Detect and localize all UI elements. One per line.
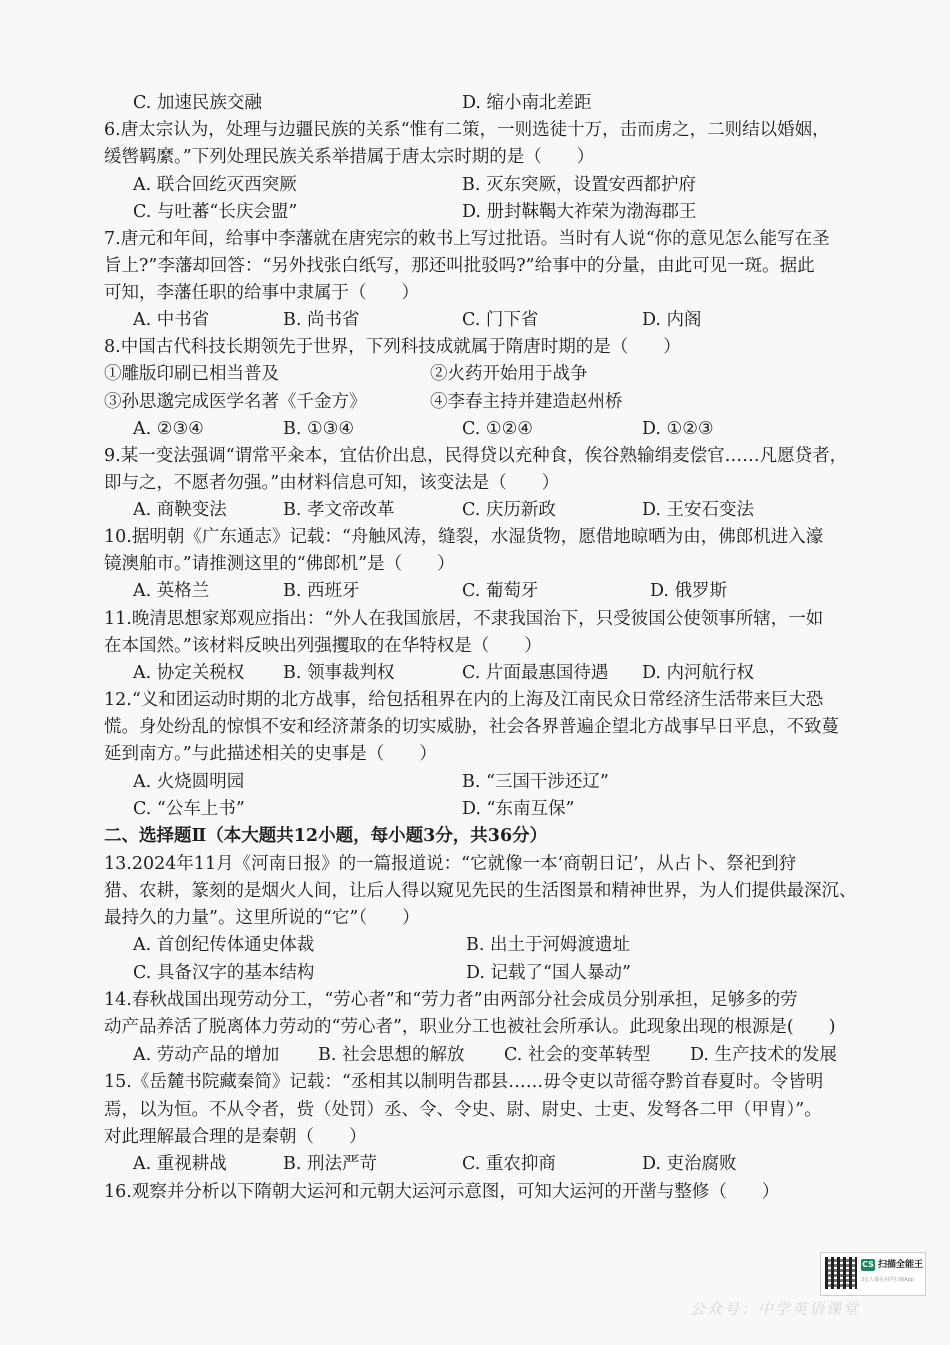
q13-option-d: D. 记载了“国人暴动” (466, 963, 631, 983)
q6-stem-line1: 6.唐太宗认为，处理与边疆民族的关系“惟有二策，一则选徒十万，击而虏之，二则结以婚姻， (104, 120, 830, 140)
q10-stem-line1: 10.据明朝《广东通志》记载：“舟触风涛，缝裂，水湿货物，愿借地晾晒为由，佛郎机进入濠 (104, 527, 824, 547)
q12-stem-line2: 慌。身处纷乱的惊惧不安和经济萧条的切实威胁，社会各界普遍企望北方战事早日平息，不致蔓 (104, 717, 839, 737)
scanner-badge (820, 1252, 926, 1296)
q12-stem-line1: 12.“义和团运动时期的北方战事，给包括租界在内的上海及江南民众日常经济生活带来巨大恐 (104, 690, 824, 710)
q14-option-c: C. 社会的变革转型 (504, 1045, 651, 1065)
q9-option-a: A. 商鞅变法 (133, 500, 227, 520)
q9-option-b: B. 孝文帝改革 (283, 500, 395, 520)
qr-code-icon (825, 1257, 857, 1289)
q12-option-c: C. “公车上书” (133, 799, 245, 819)
q15-option-b: B. 刑法严苛 (283, 1154, 377, 1174)
q7-stem-line1: 7.唐元和年间，给事中李藩就在唐宪宗的敕书上写过批语。当时有人说“你的意见怎么能写在圣 (104, 229, 830, 249)
q12-option-a: A. 火烧圆明园 (133, 772, 245, 792)
q11-option-b: B. 领事裁判权 (283, 663, 395, 683)
section-2-heading: 二、选择题Ⅱ（本大题共12小题，每小题3分，共36分） (104, 826, 548, 846)
q13-option-a: A. 首创纪传体通史体裁 (133, 935, 315, 955)
q13-stem-line3: 最持久的力量”。这里所说的“它”（ ） (104, 908, 420, 928)
q15-option-a: A. 重视耕战 (133, 1154, 227, 1174)
camscanner-logo-icon: CS (862, 1260, 874, 1269)
q12-option-d: D. “东南互保” (462, 799, 575, 819)
q13-stem-line2: 猎、农耕，篆刻的是烟火人间，让后人得以窥见先民的生活图景和精神世界，为人们提供最深沉、 (104, 881, 857, 901)
q11-stem-line1: 11.晚清思想家郑观应指出：“外人在我国旅居，不隶我国治下，只受彼国公使领事所辖，一如 (104, 609, 824, 629)
q8-item-1: ①雕版印刷已相当普及 (104, 364, 279, 384)
q10-option-b: B. 西班牙 (283, 581, 360, 601)
q5-option-c: C. 加速民族交融 (133, 93, 262, 113)
q15-stem-line2: 焉，以为恒。不从令者，赀（处罚）丞、令、令史、尉、尉史、士吏、发弩各二甲（甲胄）”。 (104, 1100, 822, 1120)
q10-option-d: D. 俄罗斯 (650, 581, 728, 601)
q8-stem-line1: 8.中国古代科技长期领先于世界，下列科技成就属于隋唐时期的是（ ） (104, 337, 681, 357)
watermark: 公众号：中学英语课堂 (690, 1300, 861, 1318)
q14-stem-line1: 14.春秋战国出现劳动分工，“劳心者”和“劳力者”由两部分社会成员分别承担，足够多的劳 (104, 990, 798, 1010)
q6-option-c: C. 与吐蕃“长庆会盟” (133, 202, 298, 222)
q15-option-d: D. 吏治腐败 (642, 1154, 737, 1174)
q8-item-4: ④李春主持并建造赵州桥 (430, 392, 623, 412)
q11-stem-line2: 在本国然。”该材料反映出列强攫取的在华特权是（ ） (104, 636, 542, 656)
q12-option-b: B. “三国干涉还辽” (462, 772, 609, 792)
q9-stem-line2: 即与之，不愿者勿强。”由材料信息可知，该变法是（ ） (104, 473, 560, 493)
q8-option-b: B. ①③④ (283, 419, 355, 439)
q10-option-c: C. 葡萄牙 (462, 581, 539, 601)
q13-option-c: C. 具备汉字的基本结构 (133, 963, 315, 983)
q6-option-b: B. 灭东突厥，设置安西都护府 (462, 175, 696, 195)
q5-option-d: D. 缩小南北差距 (462, 93, 592, 113)
q13-stem-line1: 13.2024年11月《河南日报》的一篇报道说：“它就像一本‘商朝日记’，从占卜、祭祀到狩 (104, 854, 797, 874)
q11-option-c: C. 片面最惠国待遇 (462, 663, 609, 683)
q8-option-c: C. ①②④ (462, 419, 533, 439)
q8-item-2: ②火药开始用于战争 (430, 364, 588, 384)
q8-item-3: ③孙思邈完成医学名著《千金方》 (104, 392, 367, 412)
q7-option-c: C. 门下省 (462, 310, 539, 330)
q9-stem-line1: 9.某一变法强调“谓常平籴本，宜估价出息，民得贷以充种食，俟谷熟输绢麦偿官……凡愿贷者， (104, 446, 848, 466)
q6-stem-line2: 缓辔羁縻。”下列处理民族关系举措属于唐太宗时期的是（ ） (104, 147, 595, 167)
q6-option-d: D. 册封靺鞨大祚荣为渤海郡王 (462, 202, 697, 222)
q16-stem-line1: 16.观察并分析以下隋朝大运河和元朝大运河示意图，可知大运河的开凿与整修（ ） (104, 1182, 780, 1202)
q10-stem-line2: 镜澳舶市。”请推测这里的“佛郎机”是（ ） (104, 554, 455, 574)
q11-option-a: A. 协定关税权 (133, 663, 245, 683)
scanner-app-name: 扫描全能王 (878, 1260, 924, 1270)
q11-option-d: D. 内河航行权 (642, 663, 755, 683)
q7-option-d: D. 内阁 (642, 310, 702, 330)
q9-option-d: D. 王安石变法 (642, 500, 755, 520)
q13-option-b: B. 出土于河姆渡遗址 (466, 935, 630, 955)
q14-option-b: B. 社会思想的解放 (318, 1045, 465, 1065)
q14-option-a: A. 劳动产品的增加 (133, 1045, 280, 1065)
q6-option-a: A. 联合回纥灭西突厥 (133, 175, 297, 195)
q15-stem-line3: 对此理解最合理的是秦朝（ ） (104, 1127, 367, 1147)
q9-option-c: C. 庆历新政 (462, 500, 556, 520)
q8-option-d: D. ①②③ (642, 419, 714, 439)
q10-option-a: A. 英格兰 (133, 581, 210, 601)
q12-stem-line3: 延到南方。”与此描述相关的史事是（ ） (104, 744, 437, 764)
q7-stem-line3: 可知，李藩任职的给事中隶属于（ ） (104, 283, 419, 303)
q15-option-c: C. 重农抑商 (462, 1154, 556, 1174)
q14-option-d: D. 生产技术的发展 (690, 1045, 838, 1065)
q14-stem-line2: 动产品养活了脱离体力劳动的“劳心者”，职业分工也被社会所承认。此现象出现的根源是( ) (104, 1017, 836, 1037)
q8-option-a: A. ②③④ (133, 419, 204, 439)
q7-option-b: B. 尚书省 (283, 310, 360, 330)
q15-stem-line1: 15.《岳麓书院藏秦简》记载：“丞相其以制明告郡县……毋令吏以苛徭夺黔首春夏时。令皆明 (104, 1072, 824, 1092)
q7-stem-line2: 旨上?”李藩却回答：“另外找张白纸写，那还叫批驳吗?”给事中的分量，由此可见一斑。据此 (104, 256, 815, 276)
q7-option-a: A. 中书省 (133, 310, 210, 330)
scanner-tagline: 3亿人都在用的扫描App (861, 1277, 914, 1283)
